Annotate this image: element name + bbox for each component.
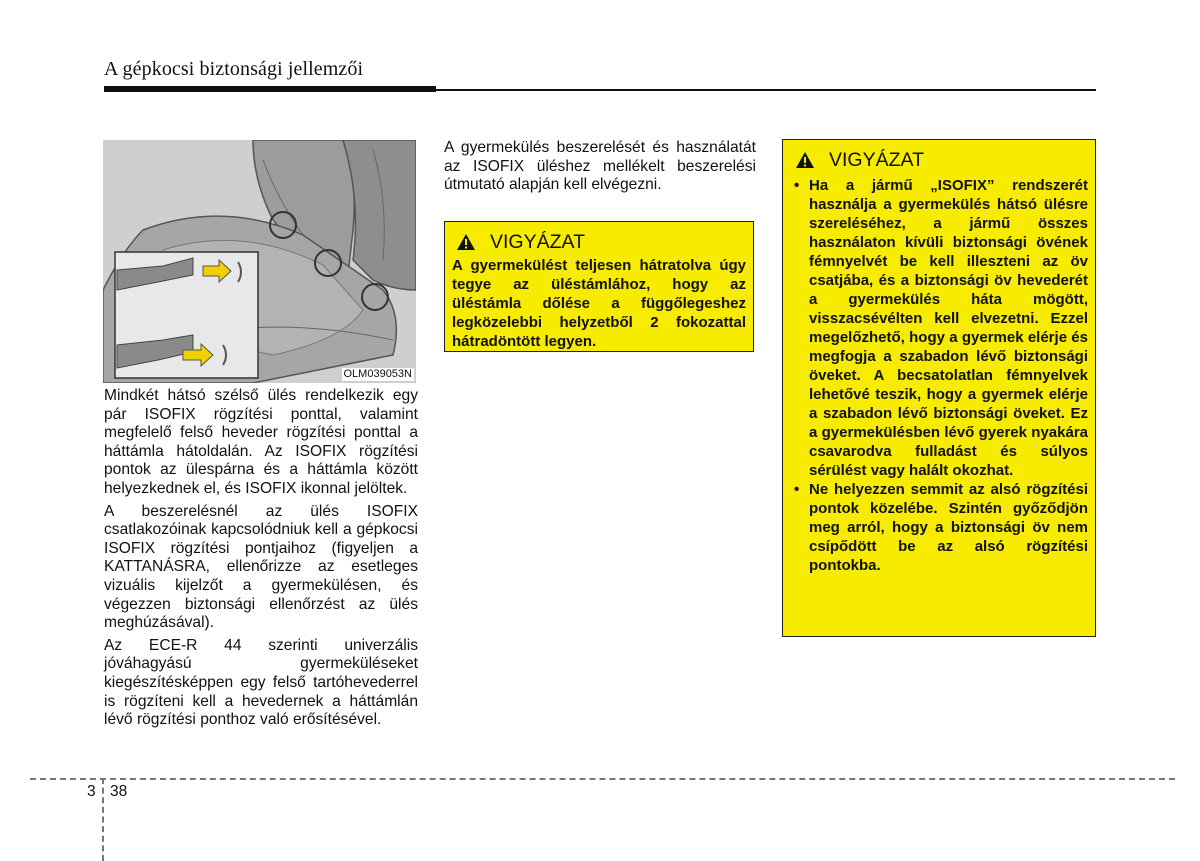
page-number: 38 <box>110 783 128 800</box>
paragraph: Az ECE-R 44 szerinti univerzális jóváhagyású gyermeküléseket kiegészítésképpen egy felső tartóhevederrel is rögzíteni kell a hevedernek a háttámlán lévő rögzítési ponthoz való erősítésével. <box>104 636 418 729</box>
warning-bullet-list <box>791 176 1088 575</box>
header-rule-thick <box>104 86 436 92</box>
paragraph: A beszerelésnél az ülés ISOFIX csatlakozóinak kapcsolódniuk kell a gépkocsi ISOFIX rögzítési pontjaihoz (figyeljen a KATTANÁSRA, ellenőrizze az esetleges vizuális kijelzőt a gyermekülésen, és végezzen biztonsági ellenőrzést az ülés meghúzásával). <box>104 502 418 632</box>
warning-header <box>452 228 746 256</box>
warning-bullet: • Ha a jármű „ISOFIX” rendszerét használja a gyermekülés hátsó ülésre szereléséhez, a jármű összes használaton kívüli biztonsági övének fémnyelvét be kell illeszteni az öv csatjába, és a biztonsági öv hevederét a gyermekülés háta mögött, visszacsévélten kell elvezetni. Ezzel megelőzhető, hogy a gyermek elérje és megfogja a szabadon lévő biztonsági öveket. A becsatolatlan fémnyelvek lehetővé teszik, hogy a gyermek elérje a szabadon lévő biztonsági öveket. Ez a gyermekülésben lévő gyerek nyakára csavarodva fulladást és súlyos sérülést vagy halált okozhat. <box>791 176 1088 480</box>
intro-paragraph: A gyermekülés beszerelését és használatát az ISOFIX üléshez mellékelt beszerelési útmutató alapján kell elvégezni. <box>444 139 756 194</box>
warning-text: A gyermekülést teljesen hátratolva úgy tegye az üléstámlához, hogy az üléstámla dőlése a függőlegeshez legközelebbi helyzetből 2 fokozattal hátradöntött legyen. <box>452 257 746 350</box>
footer-vertical-divider <box>102 778 104 861</box>
paragraph: Mindkét hátsó szélső ülés rendelkezik egy pár ISOFIX rögzítési ponttal, valamint megfelelő felső heveder rögzítési ponttal a háttámla hátoldalán. Az ISOFIX rögzítési pontok az ülespárna és a háttámla között helyezkednek el, és ISOFIX ikonnal jelöltek. <box>104 387 418 497</box>
chapter-number: 3 <box>87 783 96 800</box>
seat-drawing <box>103 140 416 383</box>
left-column-text <box>104 387 418 734</box>
warning-triangle-icon <box>456 233 476 251</box>
warning-header <box>791 146 1088 174</box>
middle-column-text <box>444 139 756 199</box>
warning-box-right <box>782 139 1096 637</box>
footer-divider <box>30 778 1175 780</box>
figure-code: OLM039053N <box>343 368 412 380</box>
page-header-title: A gépkocsi biztonsági jellemzői <box>104 58 364 80</box>
warning-title: VIGYÁZAT <box>490 230 585 253</box>
isofix-seat-illustration <box>103 140 416 383</box>
warning-triangle-icon <box>795 151 815 169</box>
warning-box-middle <box>444 221 754 352</box>
header-rule-thin <box>436 89 1096 91</box>
warning-bullet: • Ne helyezzen semmit az alsó rögzítési pontok közelébe. Szintén győződjön meg arról, hogy a biztonsági öv nem csípődött be az alsó rögzítési pontokba. <box>791 480 1088 575</box>
warning-title: VIGYÁZAT <box>829 148 924 171</box>
